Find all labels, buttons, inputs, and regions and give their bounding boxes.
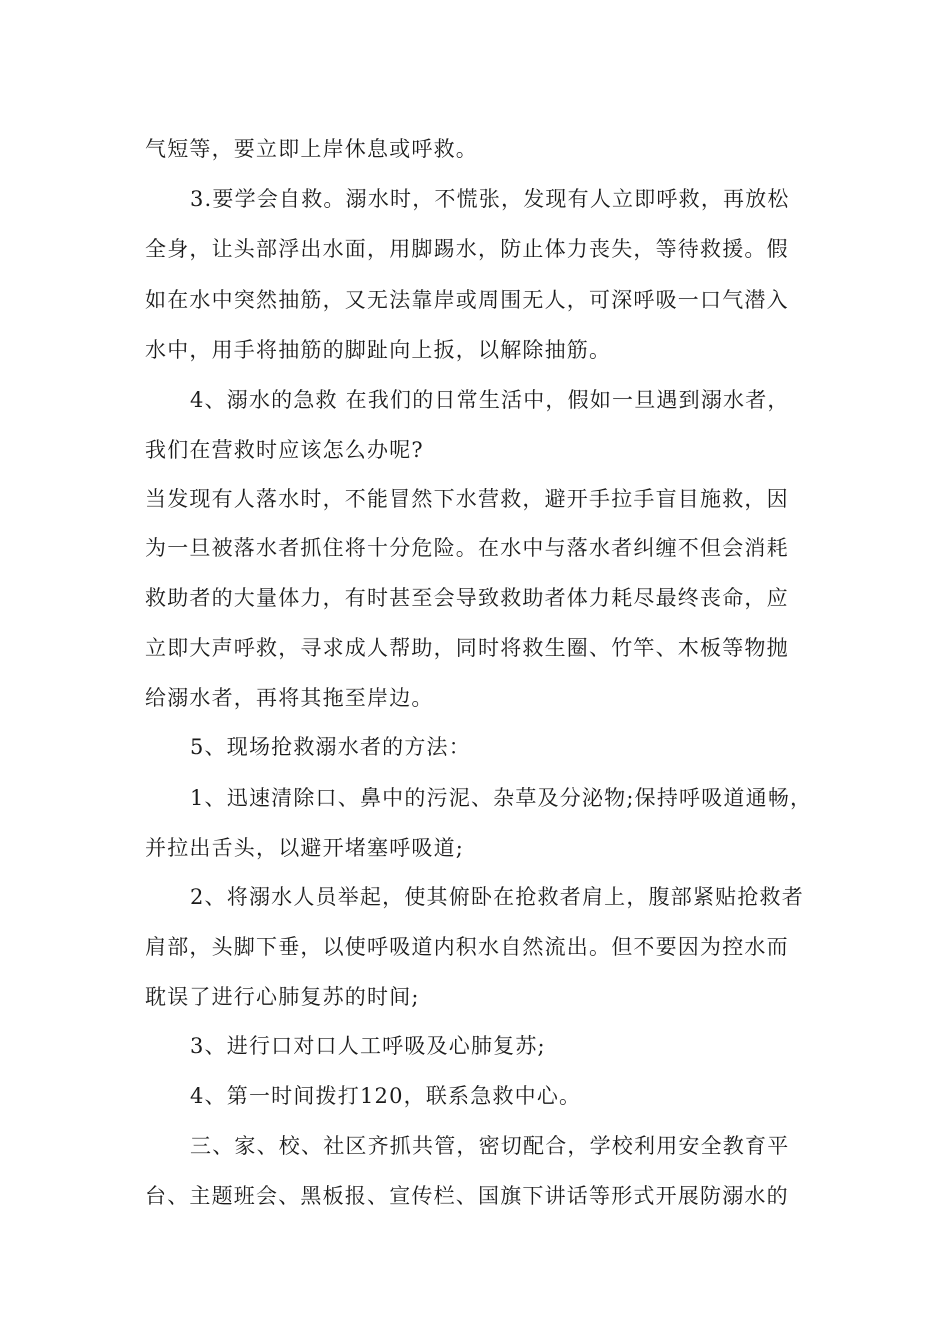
- text-line: 4、第一时间拨打120，联系急救中心。: [190, 1084, 582, 1108]
- text-line: 3.要学会自救。溺水时，不慌张，发现有人立即呼救，再放松: [190, 187, 790, 211]
- text-line: 并拉出舌头，以避开堵塞呼吸道;: [145, 836, 465, 860]
- text-line: 如在水中突然抽筋，又无法靠岸或周围无人，可深呼吸一口气潜入: [145, 288, 789, 312]
- text-line: 我们在营救时应该怎么办呢?: [145, 438, 424, 462]
- text-line: 为一旦被落水者抓住将十分危险。在水中与落水者纠缠不但会消耗: [145, 536, 789, 560]
- text-line: 救助者的大量体力，有时甚至会导致救助者体力耗尽最终丧命，应: [145, 586, 789, 610]
- text-line: 耽误了进行心肺复苏的时间;: [145, 985, 420, 1009]
- text-line: 肩部，头脚下垂，以使呼吸道内积水自然流出。但不要因为控水而: [145, 935, 789, 959]
- text-line: 全身，让头部浮出水面，用脚踢水，防止体力丧失，等待救援。假: [145, 237, 789, 261]
- text-line: 5、现场抢救溺水者的方法：: [190, 735, 471, 759]
- text-line: 1、迅速清除口、鼻中的污泥、杂草及分泌物;保持呼吸道通畅，: [190, 786, 813, 810]
- text-line: 台、主题班会、黑板报、宣传栏、国旗下讲话等形式开展防溺水的: [145, 1184, 789, 1208]
- text-line: 当发现有人落水时，不能冒然下水营救，避开手拉手盲目施救，因: [145, 487, 789, 511]
- text-line: 立即大声呼救，寻求成人帮助，同时将救生圈、竹竿、木板等物抛: [145, 636, 789, 660]
- text-line: 气短等，要立即上岸休息或呼救。: [145, 137, 478, 161]
- text-line: 4、溺水的急救 在我们的日常生活中，假如一旦遇到溺水者，: [190, 388, 790, 412]
- text-line: 3、进行口对口人工呼吸及心肺复苏;: [190, 1034, 546, 1058]
- text-line: 给溺水者，再将其拖至岸边。: [145, 686, 434, 710]
- text-line: 水中，用手将抽筋的脚趾向上扳，以解除抽筋。: [145, 338, 612, 362]
- text-line: 三、家、校、社区齐抓共管，密切配合，学校利用安全教育平: [190, 1134, 790, 1158]
- text-line: 2、将溺水人员举起，使其俯卧在抢救者肩上，腹部紧贴抢救者: [190, 885, 804, 909]
